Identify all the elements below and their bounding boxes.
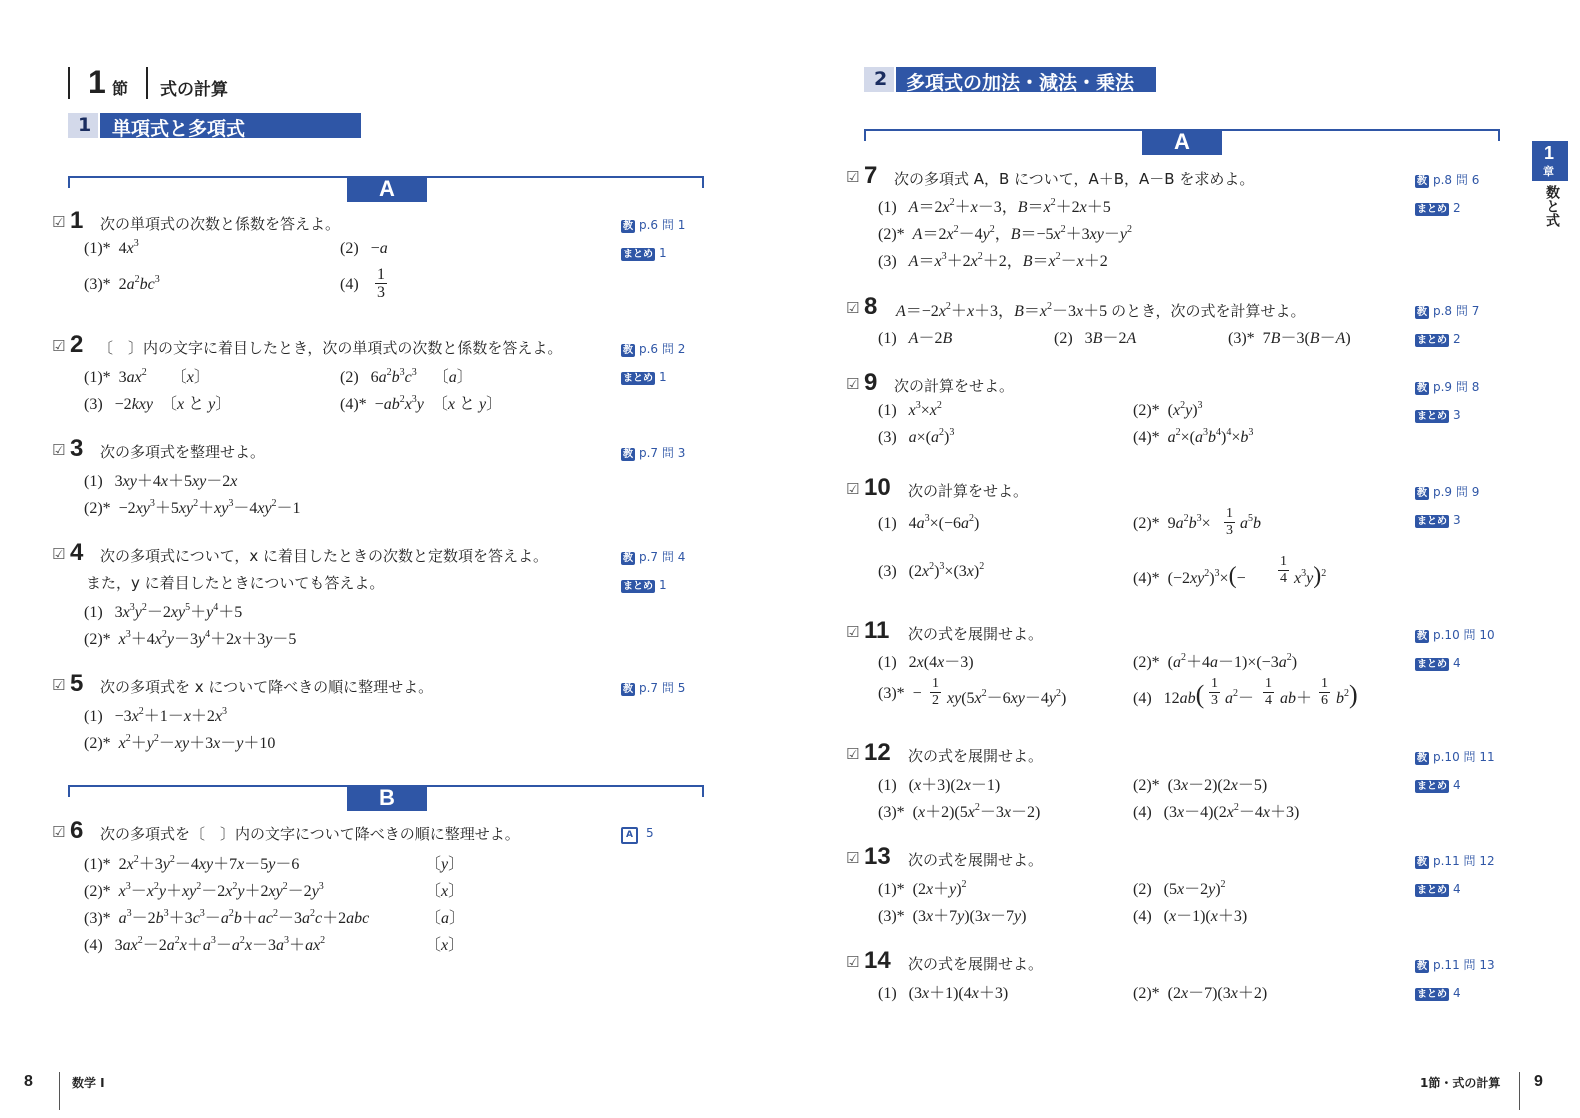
item-5-2: (2)* $x^2+y^2-xy+3x-y+10$ [84,733,276,752]
problem-number-6: 6 [70,817,84,844]
item-11-1: (1) 2x(4x－3) [878,654,974,671]
ref-textbook-12: 教 p.10 問 11 [1417,750,1495,764]
ref-textbook-11: 教 p.10 問 10 [1417,628,1495,642]
item-11-3-tail: $xy(5x^2-6xy-4y^2)$ [947,688,1067,707]
item-8-3: (3)* 7B－3(B－A) [1228,330,1351,347]
section-banner-right [864,67,1156,92]
item-6-4: (4) $3ax^2-2a^2x+a^3-a^2x-3a^3+ax^2$ [84,935,326,954]
item-11-4-frac2: 1 4 [1265,676,1272,708]
problem-number-2: 2 [70,331,84,358]
item-8-1: (1) A－2B [878,330,953,347]
ref-summary-14: まとめ 4 [1417,986,1461,1000]
checkbox-6[interactable]: ☑ [52,823,66,841]
footer-title-left: 数学 I [72,1076,105,1090]
ref-textbook-13: 教 p.11 問 12 [1417,854,1495,868]
item-2-3: (3) −2kxy 〔x と y〕 [84,396,232,413]
problem-number-4: 4 [70,539,84,566]
problem-text-3: 次の多項式を整理せよ。 [100,443,266,461]
problem-text-4-line2: また，y に着目したときについても答えよ。 [86,574,385,592]
page-number-right: 9 [1534,1073,1543,1090]
chapter-header-divider [146,67,148,99]
item-10-4-tail: $x^3y)^2$ [1294,563,1327,589]
ref-textbook-7: 教 p.8 問 6 [1417,173,1480,187]
item-2-2: (2) $6a^2b^3c^3$ 〔a〕 [340,367,473,386]
problem-number-3: 3 [70,435,84,462]
page-number-left: 8 [24,1073,33,1090]
problem-number-12: 12 [864,739,891,766]
item-13-1: (1)* $(2x+y)^2$ [878,879,967,898]
section-title-2: 多項式の加法・減法・乗法 [906,72,1135,94]
problem-number-13: 13 [864,843,891,870]
item-12-1: (1) (x＋3)(2x－1) [878,777,1001,794]
checkbox-4[interactable]: ☑ [52,545,66,563]
ref-summary-4: まとめ 1 [623,578,667,592]
ref-textbook-5: 教 p.7 問 5 [623,681,686,695]
item-1-4: (4) [340,276,359,293]
item-1-1: (1)* $4x^3$ [84,238,139,257]
checkbox-12[interactable]: ☑ [846,745,860,763]
ref-summary-7: まとめ 2 [1417,201,1461,215]
chapter-number: 1 [88,64,106,100]
ref-textbook-4: 教 p.7 問 4 [623,550,686,564]
problem-text-5: 次の多項式を x について降べきの順に整理せよ。 [100,678,434,696]
problem-text-11: 次の式を展開せよ。 [908,625,1044,643]
side-tab-number: 1 [1544,143,1555,163]
problem-number-7: 7 [864,162,878,189]
item-13-2: (2) $(5x-2y)^2$ [1133,879,1226,898]
checkbox-11[interactable]: ☑ [846,623,860,641]
problem-text-4: 次の多項式について，x に着目したときの次数と定数項を答えよ。 [100,547,549,565]
item-6-3: (3)* $a^3-2b^3+3c^3-a^2b+ac^2-3a^2c+2abc$ [84,908,370,927]
chapter-title: 式の計算 [160,80,228,100]
item-13-4: (4) (x－1)(x＋3) [1133,908,1248,925]
item-6-2-var: 〔x〕 [425,883,465,900]
problem-text-10: 次の計算をせよ。 [908,482,1029,500]
item-2-1: (1)* $3ax^2$ 〔x〕 [84,367,210,386]
item-8-2: (2) 3B－2A [1054,330,1137,347]
ref-textbook-8: 教 p.8 問 7 [1417,304,1480,318]
ref-summary-10: まとめ 3 [1417,513,1461,527]
checkbox-5[interactable]: ☑ [52,676,66,694]
checkbox-8[interactable]: ☑ [846,299,860,317]
item-5-1: $(1) -3x^2+1-x+2x^3$ [84,706,228,725]
ref-textbook-3: 教 p.7 問 3 [623,446,686,460]
footer-title-right: 1節・式の計算 [1420,1076,1501,1090]
item-11-3-frac: 1 2 [932,676,939,708]
ref-summary-8: まとめ 2 [1417,332,1461,346]
checkbox-9[interactable]: ☑ [846,375,860,393]
problem-text-8: $A=-2x^2+x+3$，$B=x^2-3x+5$ のとき，次の式を計算せよ。 [896,301,1306,320]
footer-divider-right [1519,1072,1520,1110]
level-a-label: A [347,176,427,202]
chapter-suffix: 節 [112,79,129,98]
item-9-4: (4)* $a^2\times(a^3b^4)^4\times b^3$ [1133,427,1254,446]
item-6-2: (2)* $x^3-x^2y+xy^2-2x^2y+2xy^2-2y^3$ [84,881,324,900]
chapter-header-bar-left [68,67,70,99]
ref-advance-6: A 5 [621,822,654,844]
item-7-1: (1) $A=2x^2+x-3$，$B=x^2+2x+5$ [878,197,1111,216]
ref-textbook-1: 教 p.6 問 1 [623,218,686,232]
checkbox-1[interactable]: ☑ [52,213,66,231]
problem-text-7: 次の多項式 A，B について，A＋B，A－B を求めよ。 [894,170,1255,188]
checkbox-13[interactable]: ☑ [846,849,860,867]
item-11-4-mid2: ab＋ [1280,690,1313,707]
item-4-2: (2)* $x^3+4x^2y-3y^4+2x+3y-5$ [84,629,297,648]
item-11-4-tail: $b^2$) [1336,680,1358,709]
item-13-3: (3)* (3x＋7y)(3x－7y) [878,908,1027,925]
item-10-2-tail: $a^5b$ [1240,513,1261,532]
item-7-3: (3) $A=x^3+2x^2+2$，$B=x^2-x+2$ [878,251,1108,270]
side-tab-chapter-word: 章 [1543,165,1554,178]
item-14-1: (1) (3x＋1)(4x＋3) [878,985,1009,1002]
item-12-4: (4) $(3x-4)(2x^2-4x+3)$ [1133,802,1300,821]
item-1-4-frac: 1 3 [377,266,385,301]
checkbox-7[interactable]: ☑ [846,168,860,186]
section-number: 1 [78,114,92,136]
item-11-2: (2)* $(a^2+4a-1)\times(-3a^2)$ [1133,652,1298,671]
item-6-1: (1)* $2x^2+3y^2-4xy+7x-5y-6$ [84,854,300,873]
problem-number-8: 8 [864,293,878,320]
item-9-2: (2)* $(x^2y)^3$ [1133,400,1203,419]
problem-text-9: 次の計算をせよ。 [894,377,1015,395]
item-11-4-mid1: $a^2-$ [1225,688,1255,707]
item-14-2: (2)* (2x－7)(3x＋2) [1133,985,1268,1002]
item-11-4-frac3: 1 6 [1321,676,1328,708]
ref-textbook-14: 教 p.11 問 13 [1417,958,1495,972]
item-4-1: (1) $3x^3y^2-2xy^5+y^4+5$ [84,602,243,621]
item-6-1-var: 〔y〕 [425,856,465,873]
item-12-3: (3)* $(x+2)(5x^2-3x-2)$ [878,802,1041,821]
item-6-3-var: 〔a〕 [425,910,466,927]
item-1-2: (2) −a [340,240,388,257]
problem-number-5: 5 [70,670,84,697]
ref-textbook-9: 教 p.9 問 8 [1417,380,1480,394]
chapter-side-tab[interactable] [1532,141,1568,233]
item-3-1: (1) 3xy＋4x＋5xy－2x [84,473,238,490]
level-a-label-right: A [1142,129,1222,155]
problem-text-1: 次の単項式の次数と係数を答えよ。 [100,215,341,233]
problem-number-10: 10 [864,474,891,501]
item-10-4-frac: 1 4 [1280,554,1287,586]
ref-textbook-10: 教 p.9 問 9 [1417,485,1480,499]
ref-summary-2: まとめ 1 [623,370,667,384]
ref-summary-11: まとめ 4 [1417,656,1461,670]
problem-number-14: 14 [864,947,891,974]
section-number-2: 2 [874,68,888,90]
item-10-2-frac: 1 3 [1226,506,1233,538]
item-6-4-var: 〔x〕 [425,937,465,954]
checkbox-2[interactable]: ☑ [52,337,66,355]
item-7-2: (2)* $A=2x^2-4y^2$，$B=-5x^2+3xy-y^2$ [878,224,1132,243]
section-title: 単項式と多項式 [112,118,246,140]
level-b-label: B [347,785,427,811]
checkbox-10[interactable]: ☑ [846,480,860,498]
ref-summary-13: まとめ 4 [1417,882,1461,896]
item-10-4: (4)* $(-2xy^2)^3\times(-$ [1133,563,1246,589]
item-11-4-frac1: 1 3 [1211,676,1218,708]
problem-text-6: 次の多項式を〔 〕内の文字について降べきの順に整理せよ。 [100,825,520,843]
problem-text-14: 次の式を展開せよ。 [908,955,1044,973]
item-1-3: (3)* $2a^2bc^3$ [84,274,160,293]
item-11-4: (4) 12ab( [1133,680,1205,709]
problem-text-13: 次の式を展開せよ。 [908,851,1044,869]
problem-number-9: 9 [864,369,878,396]
item-9-3: (3) $a\times(a^2)^3$ [878,427,955,446]
item-10-1: (1) $4a^3\times(-6a^2)$ [878,513,980,532]
problem-text-2: 〔 〕内の文字に着目したとき，次の単項式の次数と係数を答えよ。 [98,339,563,357]
checkbox-3[interactable]: ☑ [52,441,66,459]
problem-text-12: 次の式を展開せよ。 [908,747,1044,765]
checkbox-14[interactable]: ☑ [846,953,860,971]
ref-summary-12: まとめ 4 [1417,778,1461,792]
footer-divider-left [59,1072,60,1110]
item-10-2: (2)* $9a^2b^3\times$ [1133,513,1211,532]
ref-textbook-2: 教 p.6 問 2 [623,342,686,356]
section-banner-left [68,113,361,138]
advance-icon: A [621,827,638,844]
item-9-1: (1) $x^3\times x^2$ [878,400,942,419]
item-3-2: $(2)* -2xy^3+5xy^2+xy^3-4xy^2-1$ [84,498,301,517]
problem-number-1: 1 [70,207,84,234]
item-11-3: (3)* − [878,685,922,702]
item-12-2: (2)* (3x－2)(2x－5) [1133,777,1268,794]
item-10-3: (3) $(2x^2)^3\times(3x)^2$ [878,561,985,580]
ref-summary-9: まとめ 3 [1417,408,1461,422]
ref-summary-1: まとめ 1 [623,246,667,260]
item-2-4: $(4)* -ab^2x^3y$ 〔x と y〕 [340,394,503,413]
side-tab-title: 数と式 [1544,185,1560,227]
problem-number-11: 11 [864,617,890,644]
